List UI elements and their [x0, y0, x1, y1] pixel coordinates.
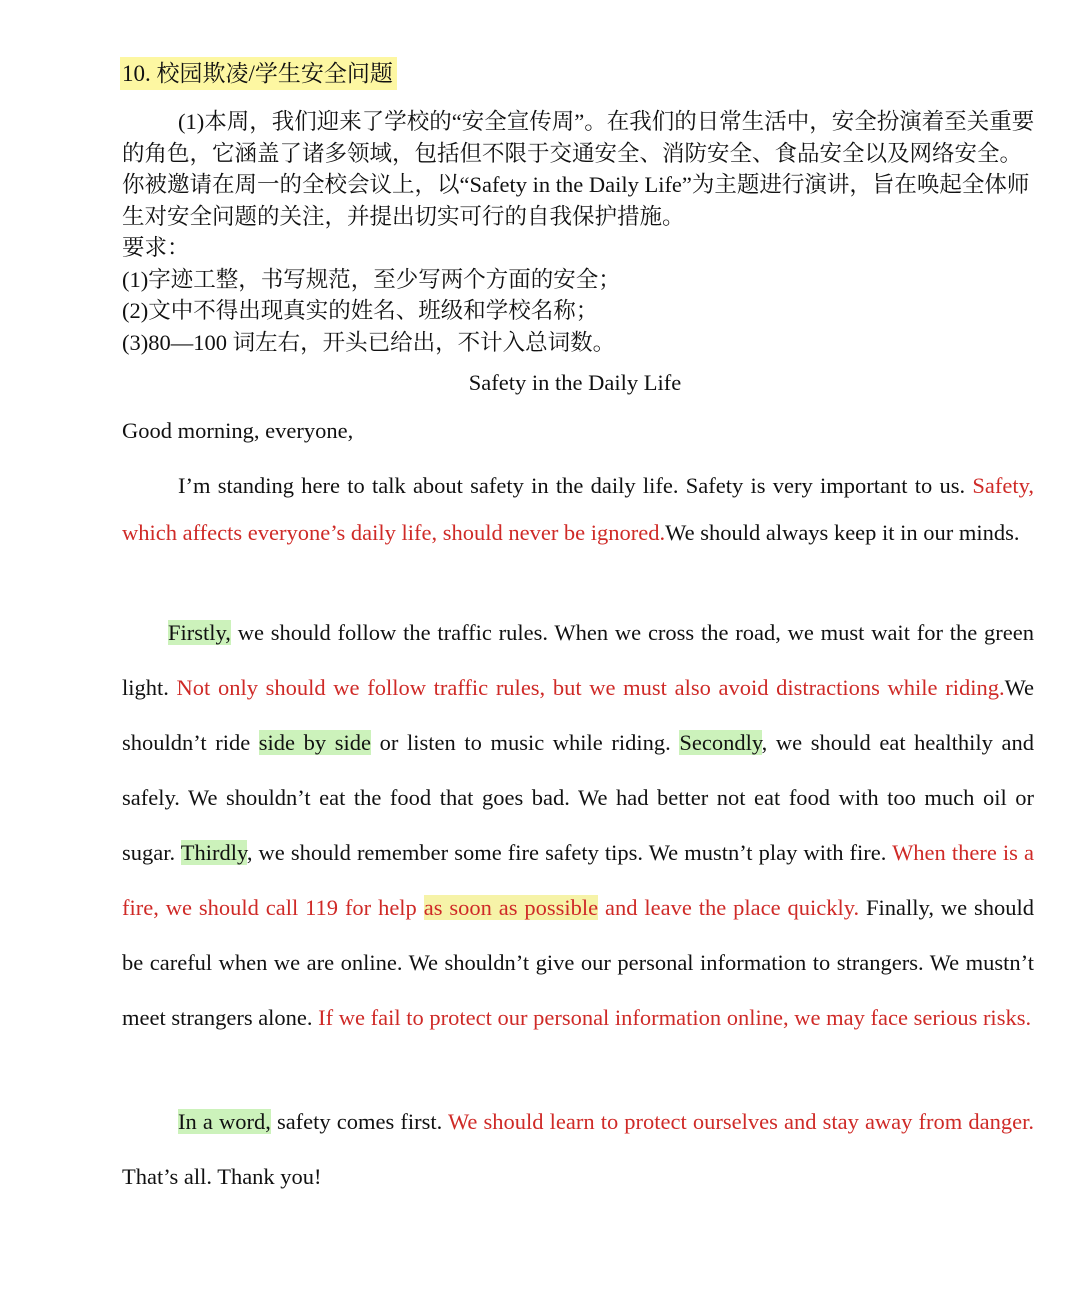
essay-greeting: Good morning, everyone,	[122, 418, 354, 443]
secondly-highlight: Secondly	[679, 730, 762, 755]
p2-text-b1: , we should eat healthily and safely. We shouldn’t eat the food that goes bad. We had better not eat food with too much oil or sugar.	[122, 730, 1035, 865]
p3-text-e3: That’s all. Thank you!	[122, 1164, 322, 1189]
p2-red-leave: and leave the place quickly.	[598, 895, 860, 920]
p1-sentence-1: I’m standing here to talk about safety in the daily life. Safety is very important to us.	[178, 473, 973, 498]
essay-title: Safety in the Daily Life	[468, 370, 682, 395]
p2-text-c1: , we should remember some fire safety tips. We mustn’t play with fire.	[246, 840, 893, 865]
p2-red-online: If we fail to protect our personal information online, we may face serious risks.	[318, 1005, 1032, 1030]
p2-red-fire: When there is a fire, we should call 119 for help	[122, 840, 1034, 920]
p2-text-a4: or listen to music while riding.	[371, 730, 680, 755]
p1-red-sentence: Safety, which affects everyone’s daily life, should never be ignored.	[122, 473, 1034, 545]
p3-red-conclusion: We should learn to protect ourselves and stay away from danger.	[447, 1109, 1034, 1134]
p2-text-a3: We shouldn’t ride	[122, 675, 1034, 755]
side-by-side-highlight: side by side	[258, 730, 372, 755]
requirement-1: (1)字迹工整，书写规范，至少写两个方面的安全；	[122, 266, 621, 292]
p2-text-a1: we should follow the traffic rules. When we cross the road, we must wait for the green light.	[122, 620, 1034, 700]
section-heading-wrap	[120, 57, 397, 90]
requirement-3: (3)80—100 词左右，开头已给出，不计入总词数。	[122, 329, 616, 355]
requirements-label: 要求：	[122, 235, 190, 260]
p2-text-d1: Finally, we should be careful when we are online. We shouldn’t give our personal information to strangers. We mustn’t meet strangers alone.	[122, 895, 1034, 1030]
essay-paragraph-3	[122, 1094, 1034, 1204]
thirdly-highlight: Thirdly	[180, 840, 247, 865]
section-heading: 10. 校园欺凌/学生安全问题	[120, 57, 397, 90]
p2-red-traffic: Not only should we follow traffic rules, but we must also avoid distractions while riding.	[176, 675, 1005, 700]
requirement-2: (2)文中不得出现真实的姓名、班级和学校名称；	[122, 298, 599, 323]
in-a-word-highlight: In a word,	[178, 1109, 271, 1134]
task-prompt	[122, 106, 1042, 358]
essay-paragraph-2	[122, 605, 1034, 1045]
prompt-intro: (1)本周，我们迎来了学校的“安全宣传周”。在我们的日常生活中，安全扮演着至关重要的角色，它涵盖了诸多领域，包括但不限于交通安全、消防安全、食品安全以及网络安全。你被邀请在周一的全校会议上，以“Safety in the Daily Life”为主题进行演讲，旨在唤起全体师生对安全问题的关注，并提出切实可行的自我保护措施。	[122, 109, 1035, 229]
asap-highlight: as soon as possible	[423, 895, 599, 920]
firstly-highlight: Firstly,	[168, 620, 231, 645]
p1-sentence-3: We should always keep it in our minds.	[665, 520, 1020, 545]
p3-text-e1: safety comes first.	[270, 1109, 448, 1134]
essay-paragraph-1	[122, 462, 1034, 556]
